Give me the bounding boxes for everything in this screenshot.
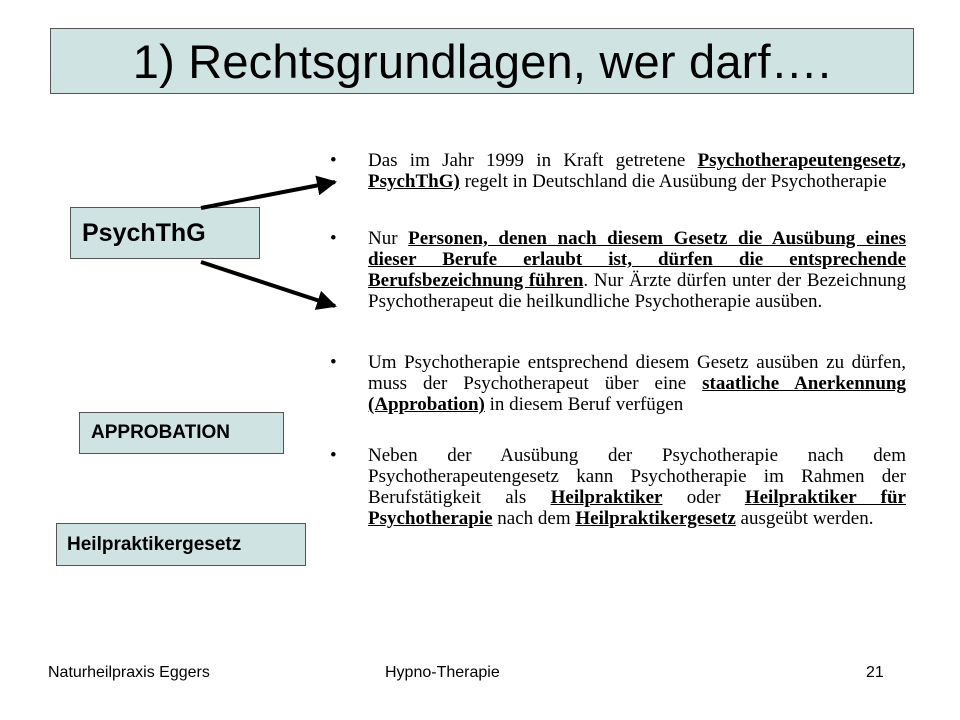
heilpraktikergesetz-label: Heilpraktikergesetz — [67, 533, 242, 555]
text-segment: . Nur Ärzte dürfen unter der Bezeichnung Psychotherapeut die heilkundliche Psychotherapie ausüben. — [368, 270, 906, 312]
bullet-dot: • — [330, 150, 337, 171]
text-segment: Um Psychotherapie entsprechend diesem Gesetz ausüben zu dürfen, muss der Psychotherapeut über eine — [368, 352, 906, 394]
bullet-item-approbation — [326, 352, 906, 415]
underlined-term: staatliche Anerkennung (Approbation) — [368, 373, 906, 415]
underlined-term: Personen, denen nach diesem Gesetz die Ausübung eines dieser Berufe erlaubt ist, dürfen die entsprechende Berufsbezeichnung führen — [368, 228, 906, 291]
bullet-item-heilpraktiker — [326, 445, 906, 529]
underlined-term: Heilpraktiker für Psychotherapie — [368, 487, 906, 529]
text-segment: ausgeübt werden. — [735, 508, 874, 529]
slide-title: 1) Rechtsgrundlagen, wer darf…. — [132, 35, 832, 88]
underlined-term: Psychotherapeutengesetz, PsychThG) — [368, 150, 906, 192]
bullet-dot: • — [330, 445, 337, 466]
underlined-term: Heilpraktiker — [550, 487, 663, 508]
text-segment: Neben der Ausübung der Psychotherapie nach dem Psychotherapeutengesetz kann Psychotherapie im Rahmen der Berufstätigkeit als — [368, 445, 906, 508]
arrow-up — [201, 182, 335, 208]
footer-author: Naturheilpraxis Eggers — [48, 664, 210, 681]
bullet-list — [326, 150, 906, 529]
approbation-label-box — [79, 412, 284, 454]
heilpraktikergesetz-label-box — [56, 523, 306, 566]
text-segment: nach dem — [492, 508, 576, 529]
bullet-text — [368, 228, 906, 312]
bullet-text — [368, 150, 906, 192]
text-segment: oder — [662, 487, 745, 508]
underlined-term: Heilpraktikergesetz — [575, 508, 736, 529]
psychthg-label: PsychThG — [82, 218, 206, 247]
bullet-text — [368, 352, 906, 415]
text-segment: regelt in Deutschland die Ausübung der Psychotherapie — [459, 171, 887, 192]
text-segment: Das im Jahr 1999 in Kraft getretene — [368, 150, 698, 171]
bullet-item-psychthg — [326, 150, 906, 192]
bullet-dot: • — [330, 228, 337, 249]
bullet-text — [368, 445, 906, 529]
bullet-item-berufsbezeichnung — [326, 228, 906, 312]
footer-topic: Hypno-Therapie — [385, 664, 500, 681]
page-number: 21 — [866, 664, 884, 681]
text-segment: in diesem Beruf verfügen — [484, 394, 684, 415]
arrow-down — [201, 262, 335, 306]
bullet-dot: • — [330, 352, 337, 373]
text-segment: Nur — [368, 228, 409, 249]
approbation-label: APPROBATION — [91, 422, 230, 443]
